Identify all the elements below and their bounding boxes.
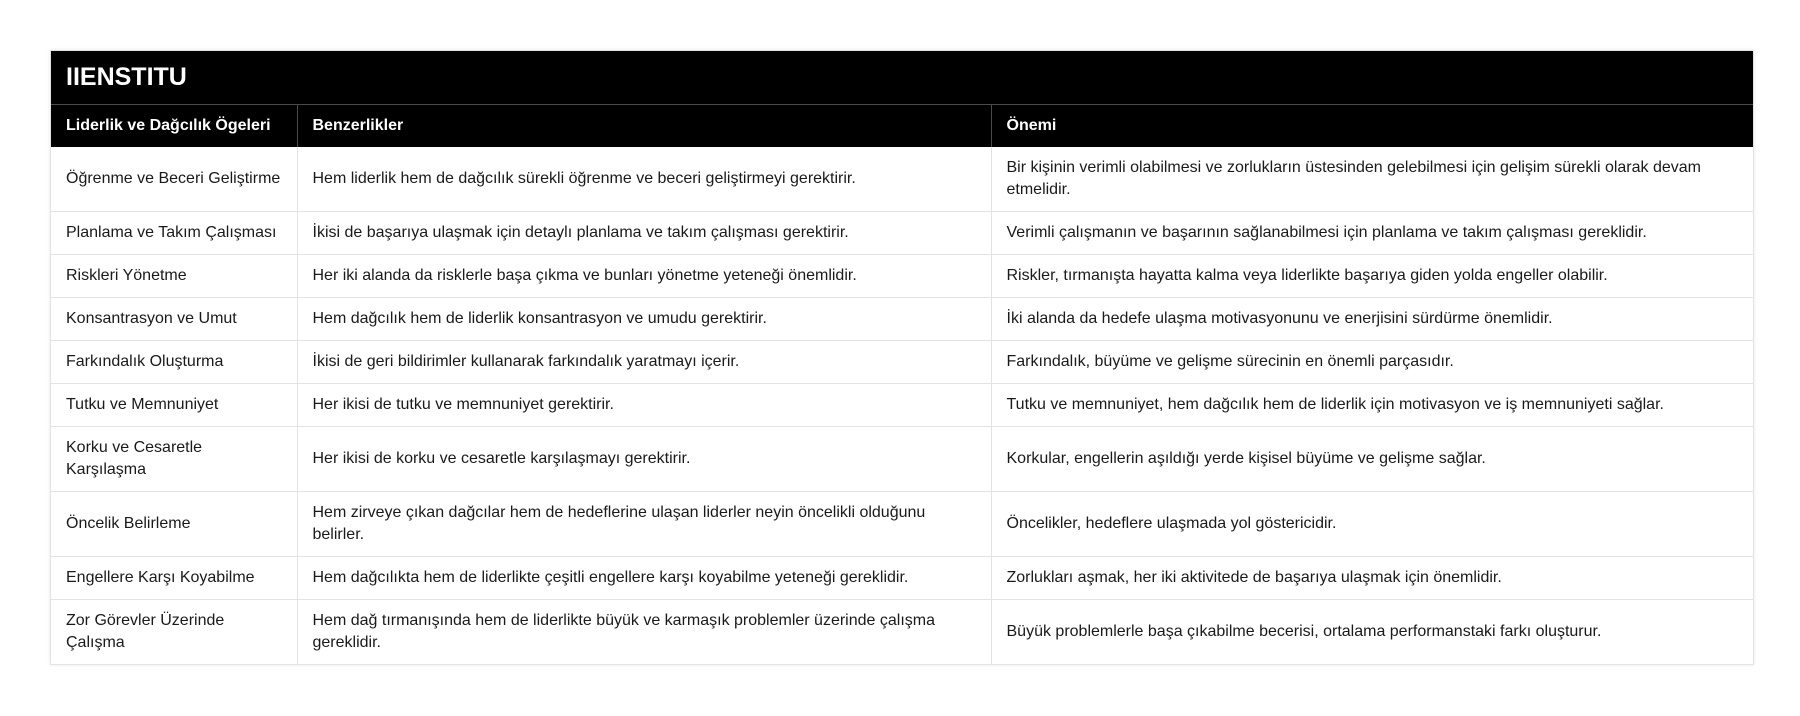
table-cell: Her iki alanda da risklerle başa çıkma ve bunları yönetme yeteneği önemlidir. xyxy=(297,255,991,298)
table-cell: Her ikisi de tutku ve memnuniyet gerektirir. xyxy=(297,384,991,427)
table-cell: Büyük problemlerle başa çıkabilme becerisi, ortalama performanstaki farkı oluşturur. xyxy=(1006,623,1602,640)
table-cell: Hem zirveye çıkan dağcılar hem de hedeflerine ulaşan liderler neyin öncelikli olduğunu belirler. xyxy=(297,492,991,557)
comparison-table-card xyxy=(50,50,1754,665)
table-cell: Verimli çalışmanın ve başarının sağlanabilmesi için planlama ve takım çalışması gereklidir. xyxy=(991,212,1753,255)
table-cell: Hem liderlik hem de dağcılık sürekli öğrenme ve beceri geliştirmeyi gerektirir. xyxy=(297,147,991,212)
table-cell: Öncelik Belirleme xyxy=(51,492,297,557)
header-row xyxy=(51,105,1753,147)
table-cell: Tutku ve memnuniyet, hem dağcılık hem de liderlik için motivasyon ve iş memnuniyeti sağlar. xyxy=(991,384,1753,427)
table-cell: Hem dağcılıkta hem de liderlikte çeşitli engellere karşı koyabilme yeteneği gereklidir. xyxy=(297,557,991,600)
table-cell: Riskleri Yönetme xyxy=(51,255,297,298)
table-row xyxy=(51,427,1753,492)
table-row xyxy=(51,600,1753,665)
table-row xyxy=(51,557,1753,600)
column-header-importance: Önemi xyxy=(991,105,1753,147)
table-cell: İki alanda da hedefe ulaşma motivasyonunu ve enerjisini sürdürme önemlidir. xyxy=(991,298,1753,341)
table-cell: Tutku ve Memnuniyet xyxy=(51,384,297,427)
table-cell: Engellere Karşı Koyabilme xyxy=(51,557,297,600)
table-row xyxy=(51,384,1753,427)
table-cell: Korku ve Cesaretle Karşılaşma xyxy=(51,427,297,492)
table-cell: Korkular, engellerin aşıldığı yerde kişisel büyüme ve gelişme sağlar. xyxy=(991,427,1753,492)
table-cell: Zorlukları aşmak, her iki aktivitede de başarıya ulaşmak için önemlidir. xyxy=(991,557,1753,600)
table-cell: Hem dağ tırmanışında hem de liderlikte büyük ve karmaşık problemler üzerinde çalışma gereklidir. xyxy=(297,600,991,665)
table-cell: Farkındalık Oluşturma xyxy=(51,341,297,384)
table-row xyxy=(51,298,1753,341)
table-cell: Her ikisi de korku ve cesaretle karşılaşmayı gerektirir. xyxy=(297,427,991,492)
table-row xyxy=(51,147,1753,212)
column-header-elements: Liderlik ve Dağcılık Ögeleri xyxy=(51,105,297,147)
table-cell: İkisi de başarıya ulaşmak için detaylı planlama ve takım çalışması gerektirir. xyxy=(297,212,991,255)
column-header-similarities: Benzerlikler xyxy=(297,105,991,147)
table-cell: Riskler, tırmanışta hayatta kalma veya liderlikte başarıya giden yolda engeller olabilir. xyxy=(991,255,1753,298)
table-cell: Hem dağcılık hem de liderlik konsantrasyon ve umudu gerektirir. xyxy=(297,298,991,341)
table-cell: Planlama ve Takım Çalışması xyxy=(51,212,297,255)
table-title: IIENSTITU xyxy=(51,51,1753,105)
table-cell: Farkındalık, büyüme ve gelişme sürecinin en önemli parçasıdır. xyxy=(991,341,1753,384)
table-cell: Bir kişinin verimli olabilmesi ve zorlukların üstesinden gelebilmesi için gelişim sürekli olarak devam etmelidir. xyxy=(991,147,1753,212)
table-row xyxy=(51,212,1753,255)
table-cell: Zor Görevler Üzerinde Çalışma xyxy=(51,600,297,665)
table-row xyxy=(51,341,1753,384)
table-cell: Öğrenme ve Beceri Geliştirme xyxy=(51,147,297,212)
table-cell: Öncelikler, hedeflere ulaşmada yol göstericidir. xyxy=(991,492,1753,557)
table-row xyxy=(51,492,1753,557)
table-cell: İkisi de geri bildirimler kullanarak farkındalık yaratmayı içerir. xyxy=(297,341,991,384)
table-row xyxy=(51,255,1753,298)
table-cell: Konsantrasyon ve Umut xyxy=(51,298,297,341)
comparison-table xyxy=(51,105,1753,664)
